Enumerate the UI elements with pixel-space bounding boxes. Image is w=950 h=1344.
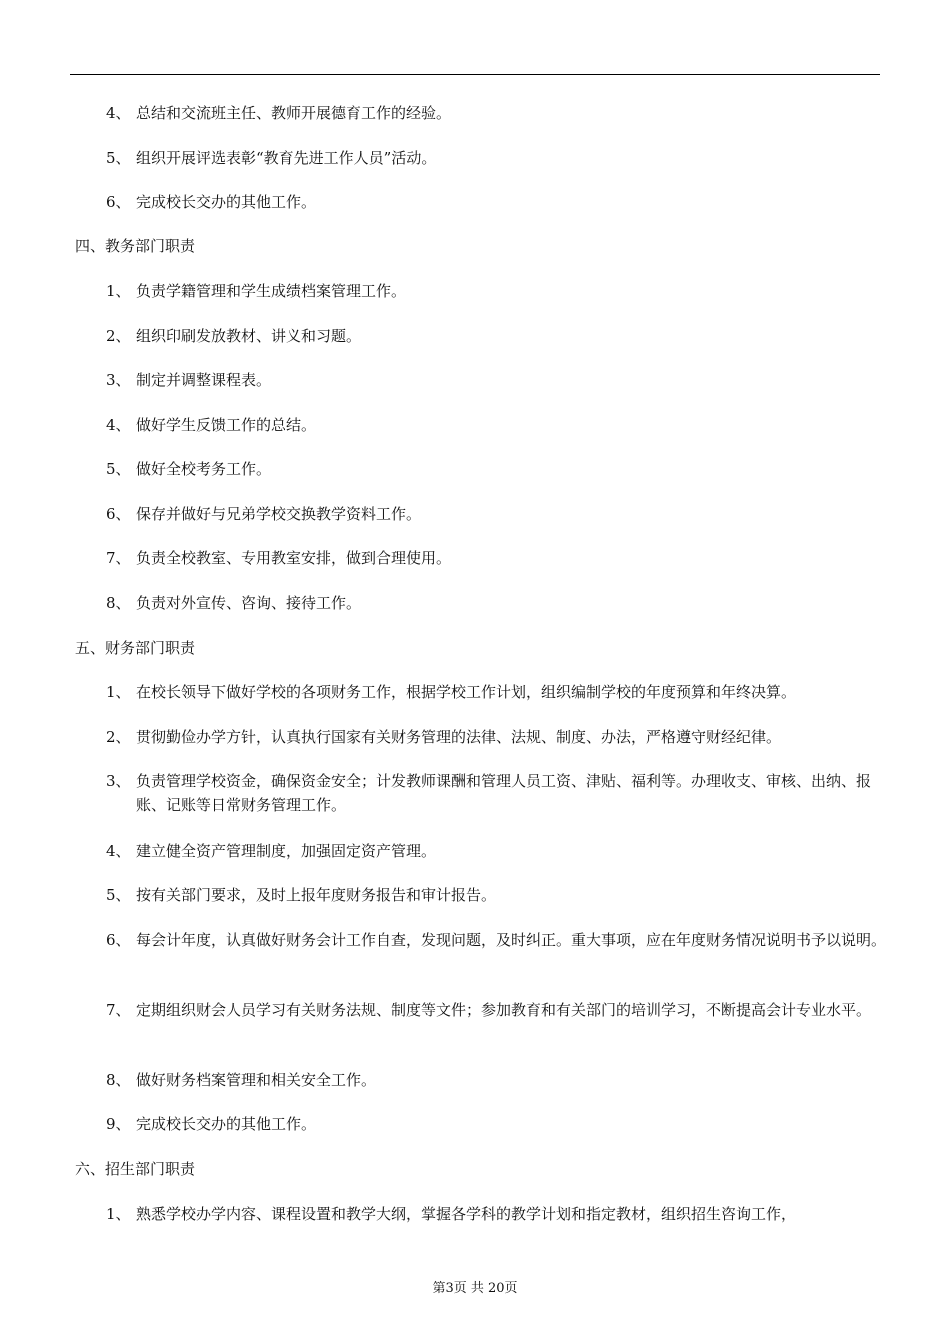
list-item (106, 546, 886, 570)
item-number: 1、 (106, 683, 131, 701)
item-number: 3、 (106, 371, 131, 389)
item-text: 贯彻勤俭办学方针，认真执行国家有关财务管理的法律、法规、制度、办法，严格遵守财经纪律。 (136, 728, 782, 746)
item-number: 4、 (106, 104, 131, 122)
section-heading-academic-affairs: 四、教务部门职责 (75, 237, 196, 255)
item-number: 4、 (106, 842, 131, 860)
list-item (106, 190, 886, 214)
item-number: 5、 (106, 886, 131, 904)
item-number: 3、 (106, 772, 131, 790)
item-text: 保存并做好与兄弟学校交换教学资料工作。 (136, 505, 422, 523)
list-item (106, 998, 886, 1022)
list-item (106, 413, 886, 437)
item-number: 7、 (106, 1001, 131, 1019)
item-number: 4、 (106, 416, 131, 434)
item-text: 做好财务档案管理和相关安全工作。 (136, 1071, 377, 1089)
item-text: 完成校长交办的其他工作。 (136, 193, 317, 211)
item-text: 负责全校教室、专用教室安排，做到合理使用。 (136, 549, 452, 567)
list-item (106, 1202, 886, 1226)
item-number: 5、 (106, 460, 131, 478)
item-number: 6、 (106, 505, 131, 523)
list-item (106, 883, 886, 907)
item-number: 7、 (106, 549, 131, 567)
item-text: 做好学生反馈工作的总结。 (136, 416, 317, 434)
list-item (106, 680, 886, 704)
list-item (106, 839, 886, 863)
list-item (106, 502, 886, 526)
item-number: 1、 (106, 1205, 131, 1223)
list-item (106, 368, 886, 392)
item-text: 做好全校考务工作。 (136, 460, 272, 478)
item-text: 熟悉学校办学内容、课程设置和教学大纲，掌握各学科的教学计划和指定教材，组织招生咨询工作， (136, 1205, 797, 1223)
item-text: 定期组织财会人员学习有关财务法规、制度等文件；参加教育和有关部门的培训学习，不断提高会计专业水平。 (136, 1001, 872, 1019)
list-item (106, 101, 886, 125)
item-text: 制定并调整课程表。 (136, 371, 272, 389)
section-heading-admissions: 六、招生部门职责 (75, 1160, 196, 1178)
list-item (106, 1112, 886, 1136)
item-number: 8、 (106, 594, 131, 612)
page-footer: 第3页 共 20页 (432, 1281, 518, 1296)
item-number: 2、 (106, 327, 131, 345)
item-number: 5、 (106, 149, 131, 167)
list-item (106, 769, 886, 817)
item-number: 1、 (106, 282, 131, 300)
list-item (106, 1068, 886, 1092)
item-number: 6、 (106, 931, 131, 949)
list-item (106, 725, 886, 749)
list-item (106, 591, 886, 615)
list-item (106, 279, 886, 303)
item-text: 组织印刷发放教材、讲义和习题。 (136, 327, 362, 345)
item-text: 完成校长交办的其他工作。 (136, 1115, 317, 1133)
item-text: 每会计年度，认真做好财务会计工作自查，发现问题，及时纠正。重大事项，应在年度财务情况说明书予以说明。 (136, 931, 887, 949)
item-number: 2、 (106, 728, 131, 746)
list-item (106, 457, 886, 481)
section-heading-finance: 五、财务部门职责 (75, 639, 196, 657)
item-text: 负责学籍管理和学生成绩档案管理工作。 (136, 282, 407, 300)
list-item (106, 146, 886, 170)
item-number: 9、 (106, 1115, 131, 1133)
item-text: 负责对外宣传、咨询、接待工作。 (136, 594, 362, 612)
item-number: 8、 (106, 1071, 131, 1089)
item-text: 建立健全资产管理制度，加强固定资产管理。 (136, 842, 437, 860)
list-item (106, 324, 886, 348)
item-number: 6、 (106, 193, 131, 211)
item-text: 在校长领导下做好学校的各项财务工作，根据学校工作计划，组织编制学校的年度预算和年终决算。 (136, 683, 797, 701)
item-text: 按有关部门要求，及时上报年度财务报告和审计报告。 (136, 886, 497, 904)
item-text: 总结和交流班主任、教师开展德育工作的经验。 (136, 104, 452, 122)
item-text: 组织开展评选表彰“教育先进工作人员”活动。 (136, 149, 437, 167)
list-item (106, 928, 886, 952)
item-text: 负责管理学校资金，确保资金安全；计发教师课酬和管理人员工资、津贴、福利等。办理收支、审核、出纳、报账、记账等日常财务管理工作。 (136, 772, 872, 814)
